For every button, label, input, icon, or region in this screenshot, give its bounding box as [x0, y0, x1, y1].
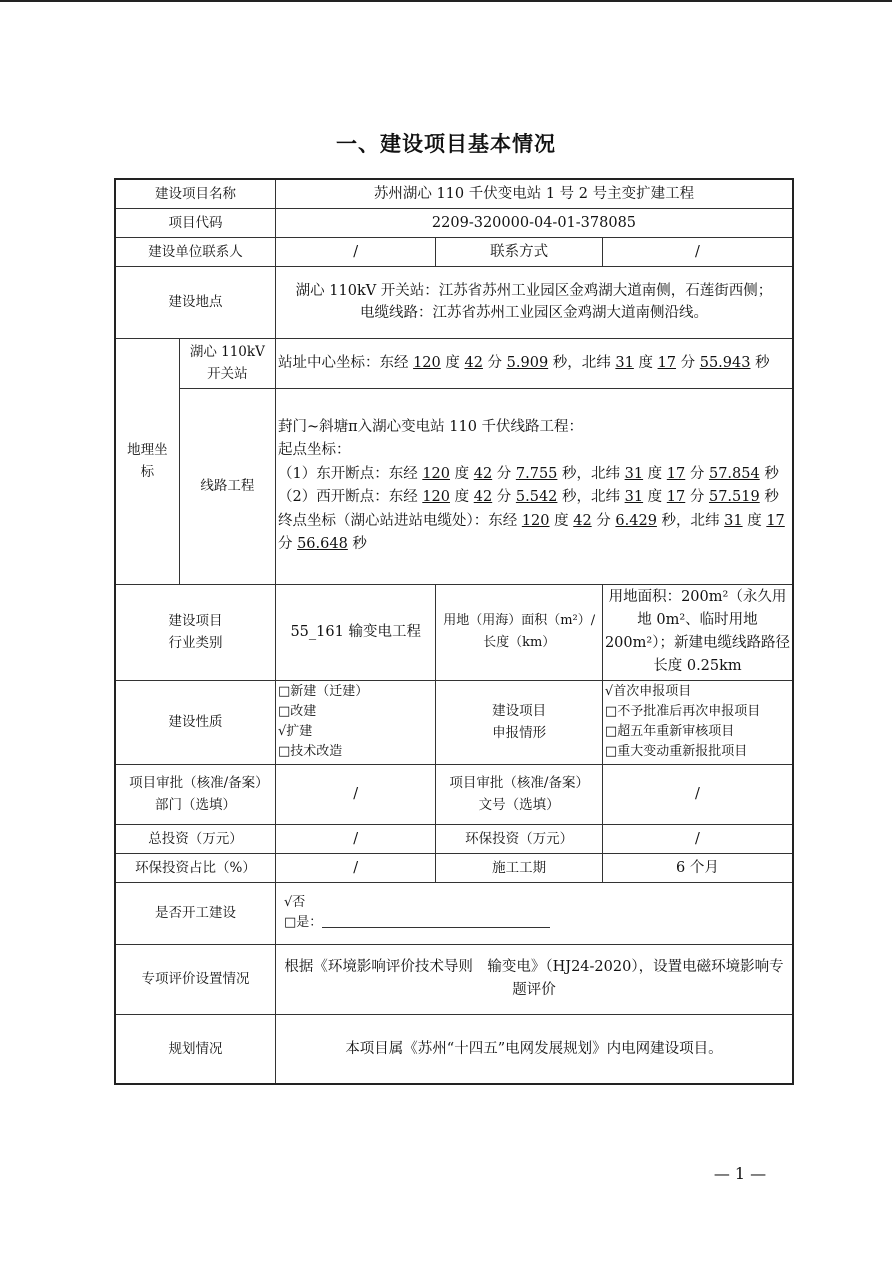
option-five-year: □超五年重新审核项目: [604, 724, 735, 739]
line-intro: 葑门~斜塘π入湖心变电站 110 千伏线路工程：: [277, 418, 584, 435]
label-investment: 总投资（万元）: [115, 824, 275, 853]
label-geo-line: 线路工程: [179, 388, 275, 584]
row-started: [115, 882, 793, 944]
option-first-report: √首次申报项目: [604, 684, 692, 699]
row-investment: [115, 824, 793, 853]
label-special-eval: 专项评价设置情况: [115, 944, 275, 1014]
option-expand: √扩建: [277, 724, 313, 739]
value-plan: 本项目属《苏州“十四五”电网发展规划》内电网建设项目。: [275, 1014, 793, 1084]
option-major-change: □重大变动重新报批项目: [604, 744, 748, 759]
page-number: — 1 —: [713, 1164, 767, 1183]
value-started: [275, 882, 793, 944]
row-contact: [115, 237, 793, 266]
line-point-west: （2）西开断点：东经 120 度 42 分 5.542 秒，北纬 31 度 17 分 57.519 秒: [277, 489, 779, 505]
option-started: □是：: [284, 913, 790, 933]
option-tech: □技术改造: [277, 744, 343, 759]
value-env-investment: /: [602, 824, 793, 853]
label-approval-dept: 项目审批（核准/备案）部门（选填）: [115, 764, 275, 824]
row-special: [115, 944, 793, 1014]
row-approval: [115, 764, 793, 824]
value-geo-station: 站址中心坐标：东经 120 度 42 分 5.909 秒，北纬 31 度 17 分 55.943 秒: [275, 338, 793, 388]
label-nature: 建设性质: [115, 680, 275, 764]
location-cable: 电缆线路：江苏省苏州工业园区金鸡湖大道南侧沿线。: [359, 305, 708, 321]
line-start-label: 起点坐标：: [277, 442, 351, 458]
value-contact: /: [275, 237, 435, 266]
row-geo-line: [115, 388, 793, 584]
value-construction-period: 6 个月: [602, 853, 793, 882]
row-nature: [115, 680, 793, 764]
label-started: 是否开工建设: [115, 882, 275, 944]
value-industry: 55_161 输变电工程: [275, 584, 435, 680]
label-geo: 地理坐标: [115, 338, 179, 584]
label-geo-station: 湖心 110kV 开关站: [179, 338, 275, 388]
value-project-code: 2209-320000-04-01-378085: [275, 208, 793, 237]
label-contact: 建设单位联系人: [115, 237, 275, 266]
line-point-end: 终点坐标（湖心站进站电缆处）：东经 120 度 42 分 6.429 秒，北纬 31 度 17 分 56.648 秒: [277, 512, 785, 552]
line-point-east: （1）东开断点：东经 120 度 42 分 7.755 秒，北纬 31 度 17 分 57.854 秒: [277, 465, 779, 482]
started-blank-line: [322, 913, 550, 928]
value-contact-method: /: [602, 237, 793, 266]
row-industry: [115, 584, 793, 680]
value-project-name: 苏州湖心 110 千伏变电站 1 号 2 号主变扩建工程: [275, 179, 793, 208]
value-investment: /: [275, 824, 435, 853]
top-border-line: [0, 0, 892, 2]
location-station: 湖心 110kV 开关站：江苏省苏州工业园区金鸡湖大道南侧，石莲街西侧；: [295, 283, 773, 299]
label-env-investment: 环保投资（万元）: [436, 824, 602, 853]
label-env-ratio: 环保投资占比（%）: [115, 853, 275, 882]
row-project-code: [115, 208, 793, 237]
label-approval-doc: 项目审批（核准/备案）文号（选填）: [436, 764, 602, 824]
label-location: 建设地点: [115, 266, 275, 338]
label-contact-method: 联系方式: [436, 237, 602, 266]
label-industry: 建设项目 行业类别: [115, 584, 275, 680]
page-title: 一、建设项目基本情况: [336, 132, 556, 156]
label-construction-period: 施工工期: [436, 853, 602, 882]
label-report: 建设项目 申报情形: [436, 680, 602, 764]
label-land-area: 用地（用海）面积（m²）/长度（km）: [436, 584, 602, 680]
value-approval-doc: /: [602, 764, 793, 824]
project-info-table: [114, 178, 794, 1085]
value-report-options: [602, 680, 793, 764]
row-geo-station: [115, 338, 793, 388]
value-env-ratio: /: [275, 853, 435, 882]
label-project-name: 建设项目名称: [115, 179, 275, 208]
option-rebuild: □改建: [277, 704, 317, 719]
option-new: □新建（迁建）: [277, 684, 369, 699]
value-geo-line: [275, 388, 793, 584]
row-project-name: [115, 179, 793, 208]
option-not-started: √否: [283, 895, 306, 910]
value-location: [275, 266, 793, 338]
row-plan: [115, 1014, 793, 1084]
row-location: [115, 266, 793, 338]
value-nature-options: [275, 680, 435, 764]
value-special-eval: 根据《环境影响评价技术导则 输变电》（HJ24-2020），设置电磁环境影响专题评价: [275, 944, 793, 1014]
row-ratio: [115, 853, 793, 882]
value-approval-dept: /: [275, 764, 435, 824]
label-plan: 规划情况: [115, 1014, 275, 1084]
value-land-area: 用地面积：200m²（永久用地 0m²、临时用地200m²）；新建电缆线路路径长度 0.25km: [602, 584, 793, 680]
label-project-code: 项目代码: [115, 208, 275, 237]
option-rereport: □不予批准后再次申报项目: [604, 704, 761, 719]
